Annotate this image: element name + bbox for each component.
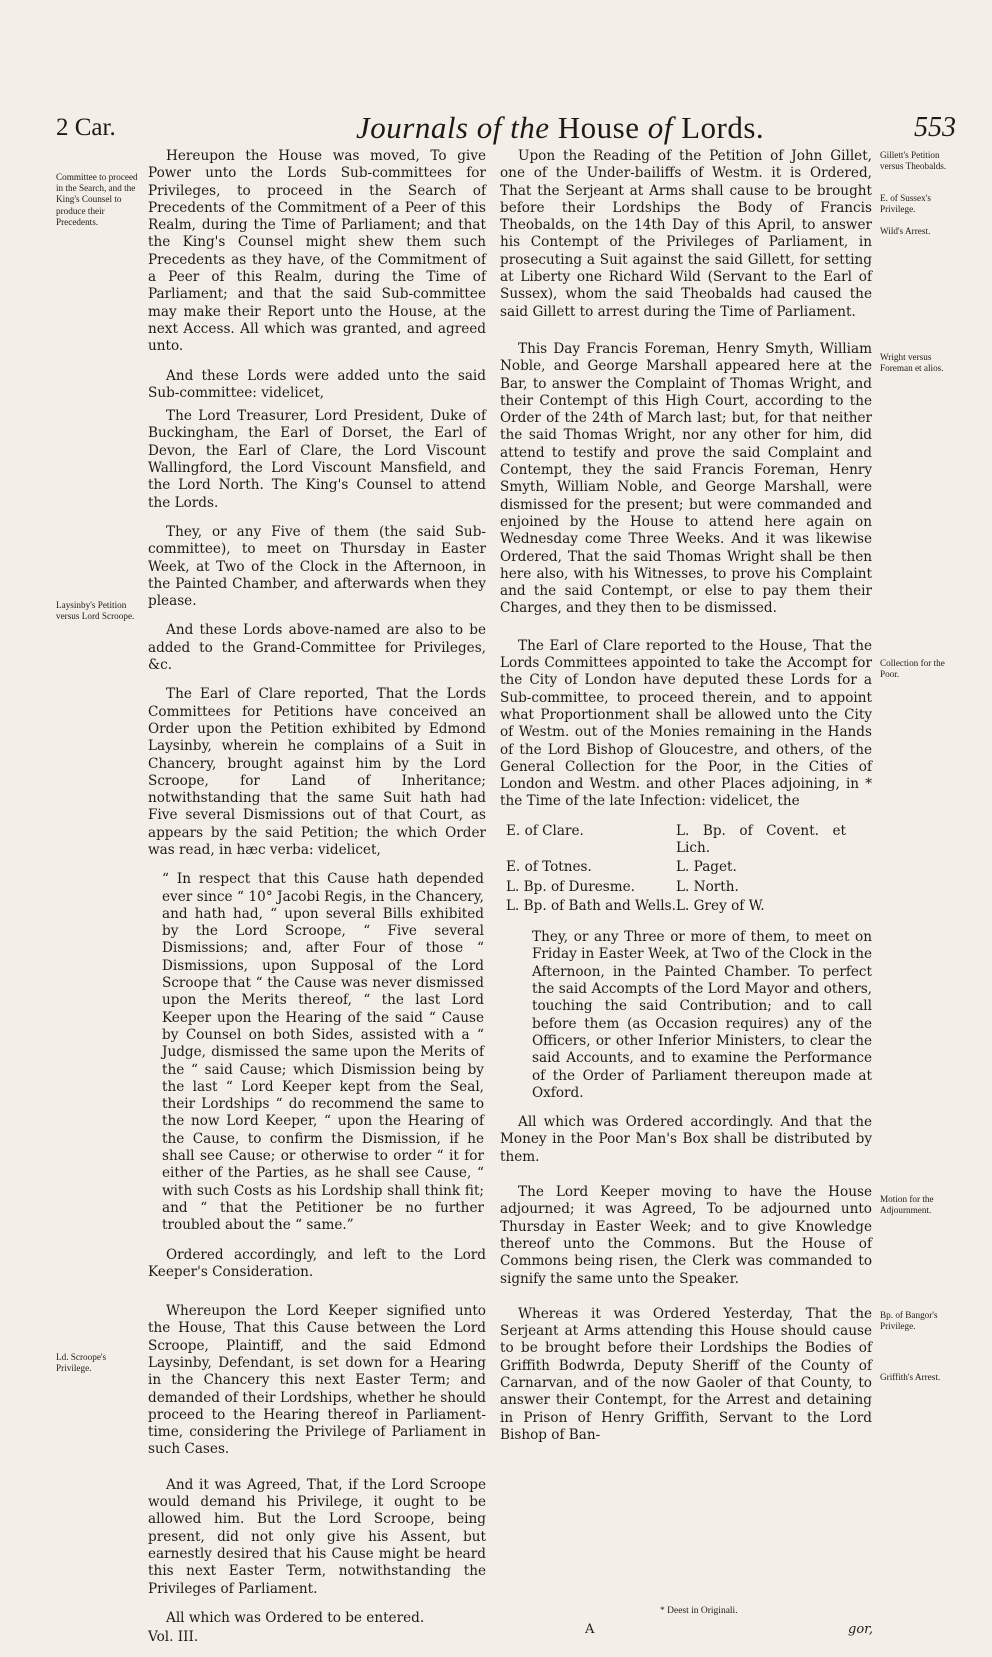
left-column xyxy=(148,148,486,1646)
paragraph: Ordered accordingly, and left to the Lord Keeper's Consideration. xyxy=(148,1246,486,1280)
lord-entry: E. of Clare. xyxy=(506,822,584,839)
margin-note: Collection for the Poor. xyxy=(880,658,945,680)
margin-note: Laysinby's Petition versus Lord Scroope. xyxy=(56,600,135,622)
volume-signature: Vol. III. xyxy=(148,1629,199,1646)
table-row xyxy=(506,879,846,898)
paragraph: They, or any Five of them (the said Sub-committee), to meet on Thursday in Easter Week, at Two of the Clock in the Afternoon, in the Painted Chamber, and afterwards when they please. xyxy=(148,523,486,610)
title-word: Lords. xyxy=(681,110,765,145)
lord-entry: L. Grey of W. xyxy=(676,897,765,914)
sub-committee-list xyxy=(506,823,872,917)
paragraph: All which was Ordered to be entered. xyxy=(166,1609,425,1626)
margin-note: Griffith's Arrest. xyxy=(880,1372,941,1382)
paragraph: The Earl of Clare reported to the House, That the Lords Committees appointed to take the Accompt for the City of London have deputed these Lords for a Sub-committee, to proceed therein, and to appoint what Proportionment shall be allowed unto the City of Westm. out of the Monies remaining in the Hands of the Lord Bishop of Gloucestre, and others, of the General Collection for the Poor, in the Cities of London and Westm. and other Places adjoining, in * the Time of the late Infection: videlicet, the xyxy=(500,637,872,810)
printer-signature: A xyxy=(585,1622,595,1637)
lord-entry: L. Paget. xyxy=(676,859,737,876)
page-number: 553 xyxy=(914,112,956,143)
catchword: gor, xyxy=(848,1622,874,1637)
title-word: Journals xyxy=(356,110,469,145)
table-row xyxy=(506,823,846,860)
regnal-year: 2 Car. xyxy=(56,114,116,141)
margin-note: Wright versus Foreman et alios. xyxy=(880,352,944,374)
margin-note: Motion for the Adjournment. xyxy=(880,1194,934,1216)
paragraph: Whereas it was Ordered Yesterday, That the Serjeant at Arms attending this House should cause to be brought before their Lordships the Bodies of Griffith Bodwrda, Deputy Sheriff of the County of Carnarvan, and of the now Gaoler of that County, to answer their Contempt, for the Arrest and detaining in Prison of Henry Griffith, Servant to the Lord Bishop of Ban- xyxy=(500,1305,872,1443)
title-word: of the xyxy=(476,110,550,145)
paragraph: The Earl of Clare reported, That the Lords Committees for Petitions have conceived an Order upon the Petition exhibited by Edmond Laysinby, wherein he complains of a Suit in Chancery, brought against him by the Lord Scroope, for Land of Inheritance; notwithstanding that the same Suit hath had Five several Dismissions out of that Court, as appears by the said Petition; the which Order was read, in hæc verba: videlicet, xyxy=(148,686,486,858)
paragraph: This Day Francis Foreman, Henry Smyth, William Noble, and George Marshall appeared here at the Bar, to answer the Complaint of Thomas Wright, and their Contempt of this High Court, according to the Order of the 24th of March last; but, for that neither the said Thomas Wright, nor any other for him, did attend to testify and prove the said Complaint and Contempt, they the said Francis Foreman, Henry Smyth, William Noble, and George Marshall, were dismissed for the present; but were commanded and enjoined by the House to attend here again on Wednesday come Three Weeks. And it was likewise Ordered, That the said Thomas Wright shall be then here also, with his Witnesses, to prove his Complaint and the said Contempt, or else to pay them their Charges, and they then to be dismissed. xyxy=(500,340,872,617)
paragraph: All which was Ordered accordingly. And that the Money in the Poor Man's Box shall be distributed by them. xyxy=(500,1114,872,1165)
table-row xyxy=(506,898,846,917)
lord-entry: L. North. xyxy=(676,878,739,895)
paragraph: And it was Agreed, That, if the Lord Scroope would demand his Privilege, it ought to be allowed him. But the Lord Scroope, being present, did not only give his Assent, but earnestly desired that his Cause might be heard this next Easter Term, notwithstanding the Privileges of Parliament. xyxy=(148,1476,486,1597)
paragraph: They, or any Three or more of them, to meet on Friday in Easter Week, at Two of the Clock in the Afternoon, in the Painted Chamber. To perfect the said Accompts of the Lord Mayor and others, touching the said Contribution; and to call before them (as Occasion requires) any of the Officers, or other Inferior Ministers, to clear the said Accounts, and to examine the Performance of the Order of Parliament thereupon made at Oxford. xyxy=(532,929,872,1101)
margin-note: Bp. of Bangor's Privilege. xyxy=(880,1310,938,1332)
page-header xyxy=(56,110,956,150)
table-row xyxy=(506,859,846,878)
margin-note: Ld. Scroope's Privilege. xyxy=(56,1352,107,1374)
lord-entry: L. Bp. of Bath and Wells. xyxy=(506,897,676,914)
paragraph: Hereupon the House was moved, To give Power unto the Lords Sub-committees for Privileges, to proceed in the Search of Precedents of the Commitment of a Peer of this Realm, during the Time of Parliament; and that the King's Counsel might shew them such Precedents as they have, of the Commitment of a Peer of this Realm, during the Time of Parliament; and that the said Sub-committee may make their Report unto the House, at the next Access. All which was granted, and agreed unto. xyxy=(148,148,486,355)
right-column xyxy=(500,148,872,1456)
margin-note: Wild's Arrest. xyxy=(880,226,931,236)
margin-note: Committee to proceed in the Search, and the King's Counsel to produce their Precedents. xyxy=(56,172,138,227)
paragraph: Whereupon the Lord Keeper signified unto the House, That this Cause between the Lord Scroope, Plaintiff, and the said Edmond Laysinby, Defendant, is set down for a Hearing in the Chancery this next Easter Term; and demanded of their Lordships, whether he should proceed to the Hearing thereof in Parliament-time, considering the Privilege of Parliament in such Cases. xyxy=(148,1303,486,1458)
quoted-order: “ In respect that this Cause hath depended ever since “ 10° Jacobi Regis, in the Chancery, and hath had, “ upon several Bills exhibited by the Lord Scroope, “ Five several Dismissions; and, after Four of those “ Dismissions, upon Supposal of the Lord Scroope that “ the Cause was never dismissed upon the Merits thereof, “ the last Lord Keeper upon the Hearing of the said “ Cause by Counsel on both Sides, assisted with a “ Judge, dismissed the same upon the Merits of the “ said Cause; which Dismission being by the last “ Lord Keeper kept from the Seal, their Lordships “ do recommend the same to the now Lord Keeper, “ upon the Hearing of the Cause, to confirm the Dismission, if he shall see Cause; or otherwise to order “ it for either of the Parties, as he shall see Cause, “ with such Costs as his Lordship shall think fit; and “ that the Petitioner be no further troubled about the “ same.” xyxy=(162,871,484,1234)
title-word: of xyxy=(647,110,673,145)
lords-table xyxy=(506,823,846,917)
running-title xyxy=(356,110,764,146)
title-word: House xyxy=(557,110,640,145)
margin-note: E. of Sussex's Privilege. xyxy=(880,193,931,215)
paragraph: The Lord Treasurer, Lord President, Duke of Buckingham, the Earl of Dorset, the Earl of Devon, the Earl of Clare, the Lord Viscount Wallingford, the Lord Viscount Mansfield, and the Lord North. The King's Counsel to attend the Lords. xyxy=(148,408,486,511)
lord-entry: L. Bp. of Duresme. xyxy=(506,878,635,895)
paragraph: And these Lords above-named are also to be added to the Grand-Committee for Privileges, &c. xyxy=(148,622,486,674)
paragraph: And these Lords were added unto the said Sub-committee: videlicet, xyxy=(148,367,486,401)
paragraph: The Lord Keeper moving to have the House adjourned; it was Agreed, To be adjourned unto Thursday in Easter Week; and to give Knowledge thereof unto the Commons. But the House of Commons being risen, the Clerk was commanded to signify the same unto the Speaker. xyxy=(500,1184,872,1287)
footnote: * Deest in Originali. xyxy=(660,1606,738,1616)
paragraph: Upon the Reading of the Petition of John Gillet, one of the Under-bailiffs of Westm. it is Ordered, That the Serjeant at Arms shall cause to be brought before their Lordships the Body of Francis Theobalds, on the 14th Day of this April, to answer his Contempt of the Privileges of Parliament, in prosecuting a Suit against the said Gillett, for setting at Liberty one Richard Wild (Servant to the Earl of Sussex), whom the said Theobalds had caused the said Gillett to arrest during the Time of Parliament. xyxy=(500,148,872,320)
lord-entry: L. Bp. of Covent. et Lich. xyxy=(676,822,846,856)
lord-entry: E. of Totnes. xyxy=(506,859,592,876)
margin-note: Gillett's Petition versus Theobalds. xyxy=(880,150,947,172)
